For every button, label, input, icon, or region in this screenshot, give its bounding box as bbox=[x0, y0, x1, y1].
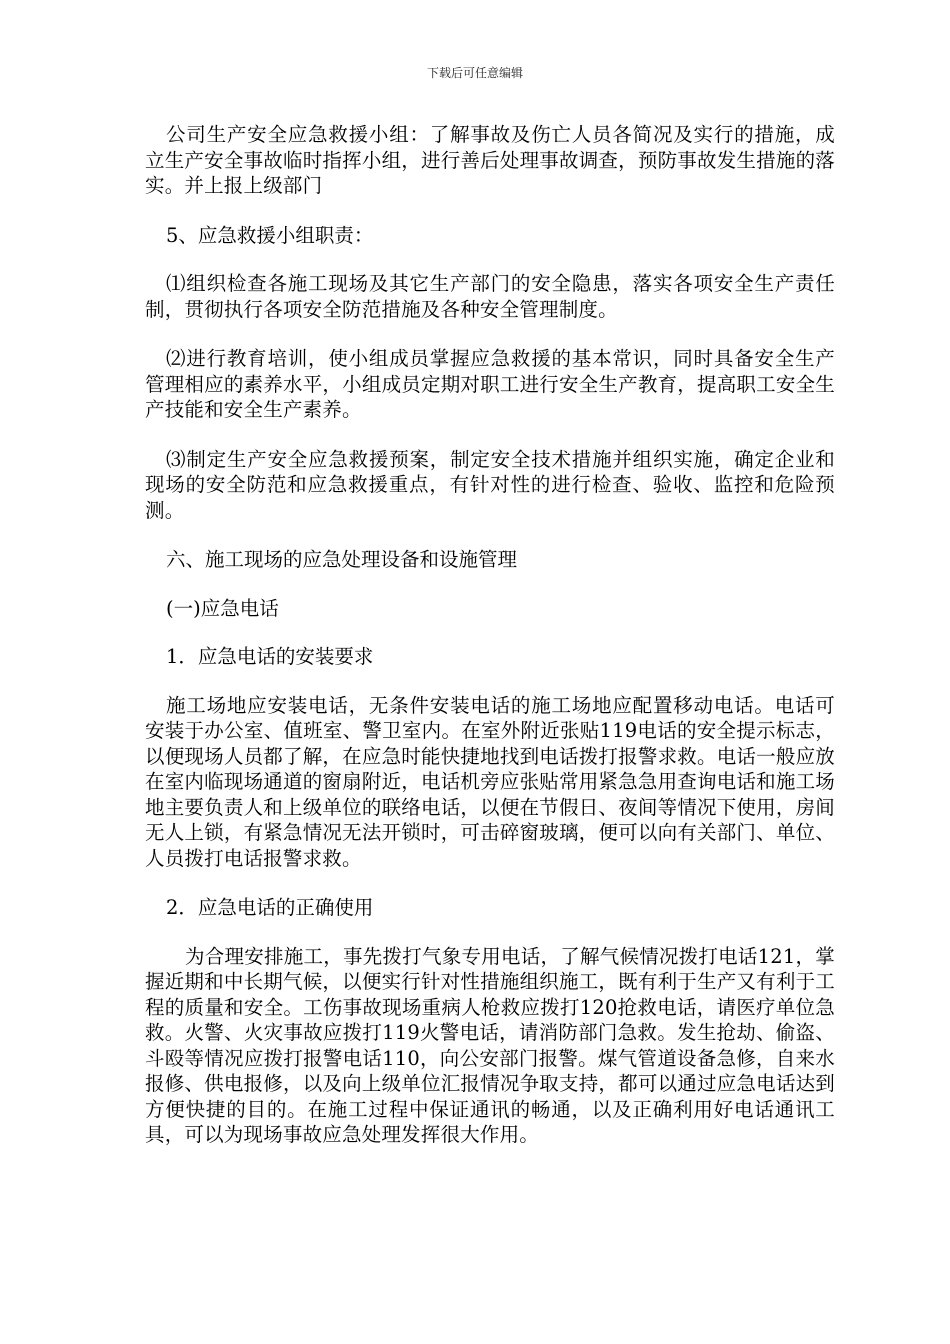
paragraph-duty-1: ⑴组织检查各施工现场及其它生产部门的安全隐患，落实各项安全生产责任制，贯彻执行各项安全防范措施及各种安全管理制度。 bbox=[145, 272, 835, 321]
document-body bbox=[145, 122, 835, 1172]
paragraph-phone-usage: 为合理安排施工，事先拨打气象专用电话，了解气候情况拨打电话121，掌握近期和中长期气候，以便实行针对性措施组织施工，既有利于生产又有利于工程的质量和安全。工伤事故现场重病人枪救应拨打120抢救电话，请医疗单位急救。火警、火灾事故应拨打119火警电话，请消防部门急救。发生抢劫、偷盗、斗殴等情况应拨打报警电话110，向公安部门报警。煤气管道设备急修，自来水报修、供电报修，以及向上级单位汇报情况争取支持，都可以通过应急电话达到方便快捷的目的。在施工过程中保证通讯的畅通，以及正确利用好电话通讯工具，可以为现场事故应急处理发挥很大作用。 bbox=[145, 944, 835, 1146]
subsection-heading-emergency-phone: (一)应急电话 bbox=[166, 596, 279, 620]
page-header: 下载后可任意编辑 bbox=[426, 66, 523, 80]
paragraph-rescue-group-duties: 公司生产安全应急救援小组：了解事故及伤亡人员各简况及实行的措施，成立生产安全事故临时指挥小组，进行善后处理事故调查，预防事故发生措施的落实。并上报上级部门 bbox=[145, 123, 835, 197]
section-heading-6: 六、施工现场的应急处理设备和设施管理 bbox=[166, 548, 518, 571]
item-heading-phone-installation: 1．应急电话的安装要求 bbox=[166, 645, 374, 668]
paragraph-duty-3: ⑶制定生产安全应急救援预案，制定安全技术措施并组织实施，确定企业和现场的安全防范和应急救援重点，有针对性的进行检查、验收、监控和危险预测。 bbox=[145, 447, 835, 522]
paragraph-phone-installation: 施工场地应安装电话，无条件安装电话的施工场地应配置移动电话。电话可安装于办公室、值班室、警卫室内。在室外附近张贴119电话的安全提示标志，以便现场人员都了解，在应急时能快捷地找到电话拨打报警求救。电话一般应放在室内临现场通道的窗扇附近，电话机旁应张贴常用紧急急用查询电话和施工场地主要负责人和上级单位的联络电话，以便在节假日、夜间等情况下使用，房间无人上锁，有紧急情况无法开锁时，可击碎窗玻璃，便可以向有关部门、单位、人员拨打电话报警求救。 bbox=[145, 693, 835, 870]
section-heading-5: 5、应急救援小组职责： bbox=[166, 223, 374, 247]
paragraph-duty-2: ⑵进行教育培训，使小组成员掌握应急救援的基本常识，同时具备安全生产管理相应的素养水平，小组成员定期对职工进行安全生产教育，提高职工安全生产技能和安全生产素养。 bbox=[145, 347, 835, 421]
item-heading-phone-usage: 2．应急电话的正确使用 bbox=[166, 896, 374, 919]
